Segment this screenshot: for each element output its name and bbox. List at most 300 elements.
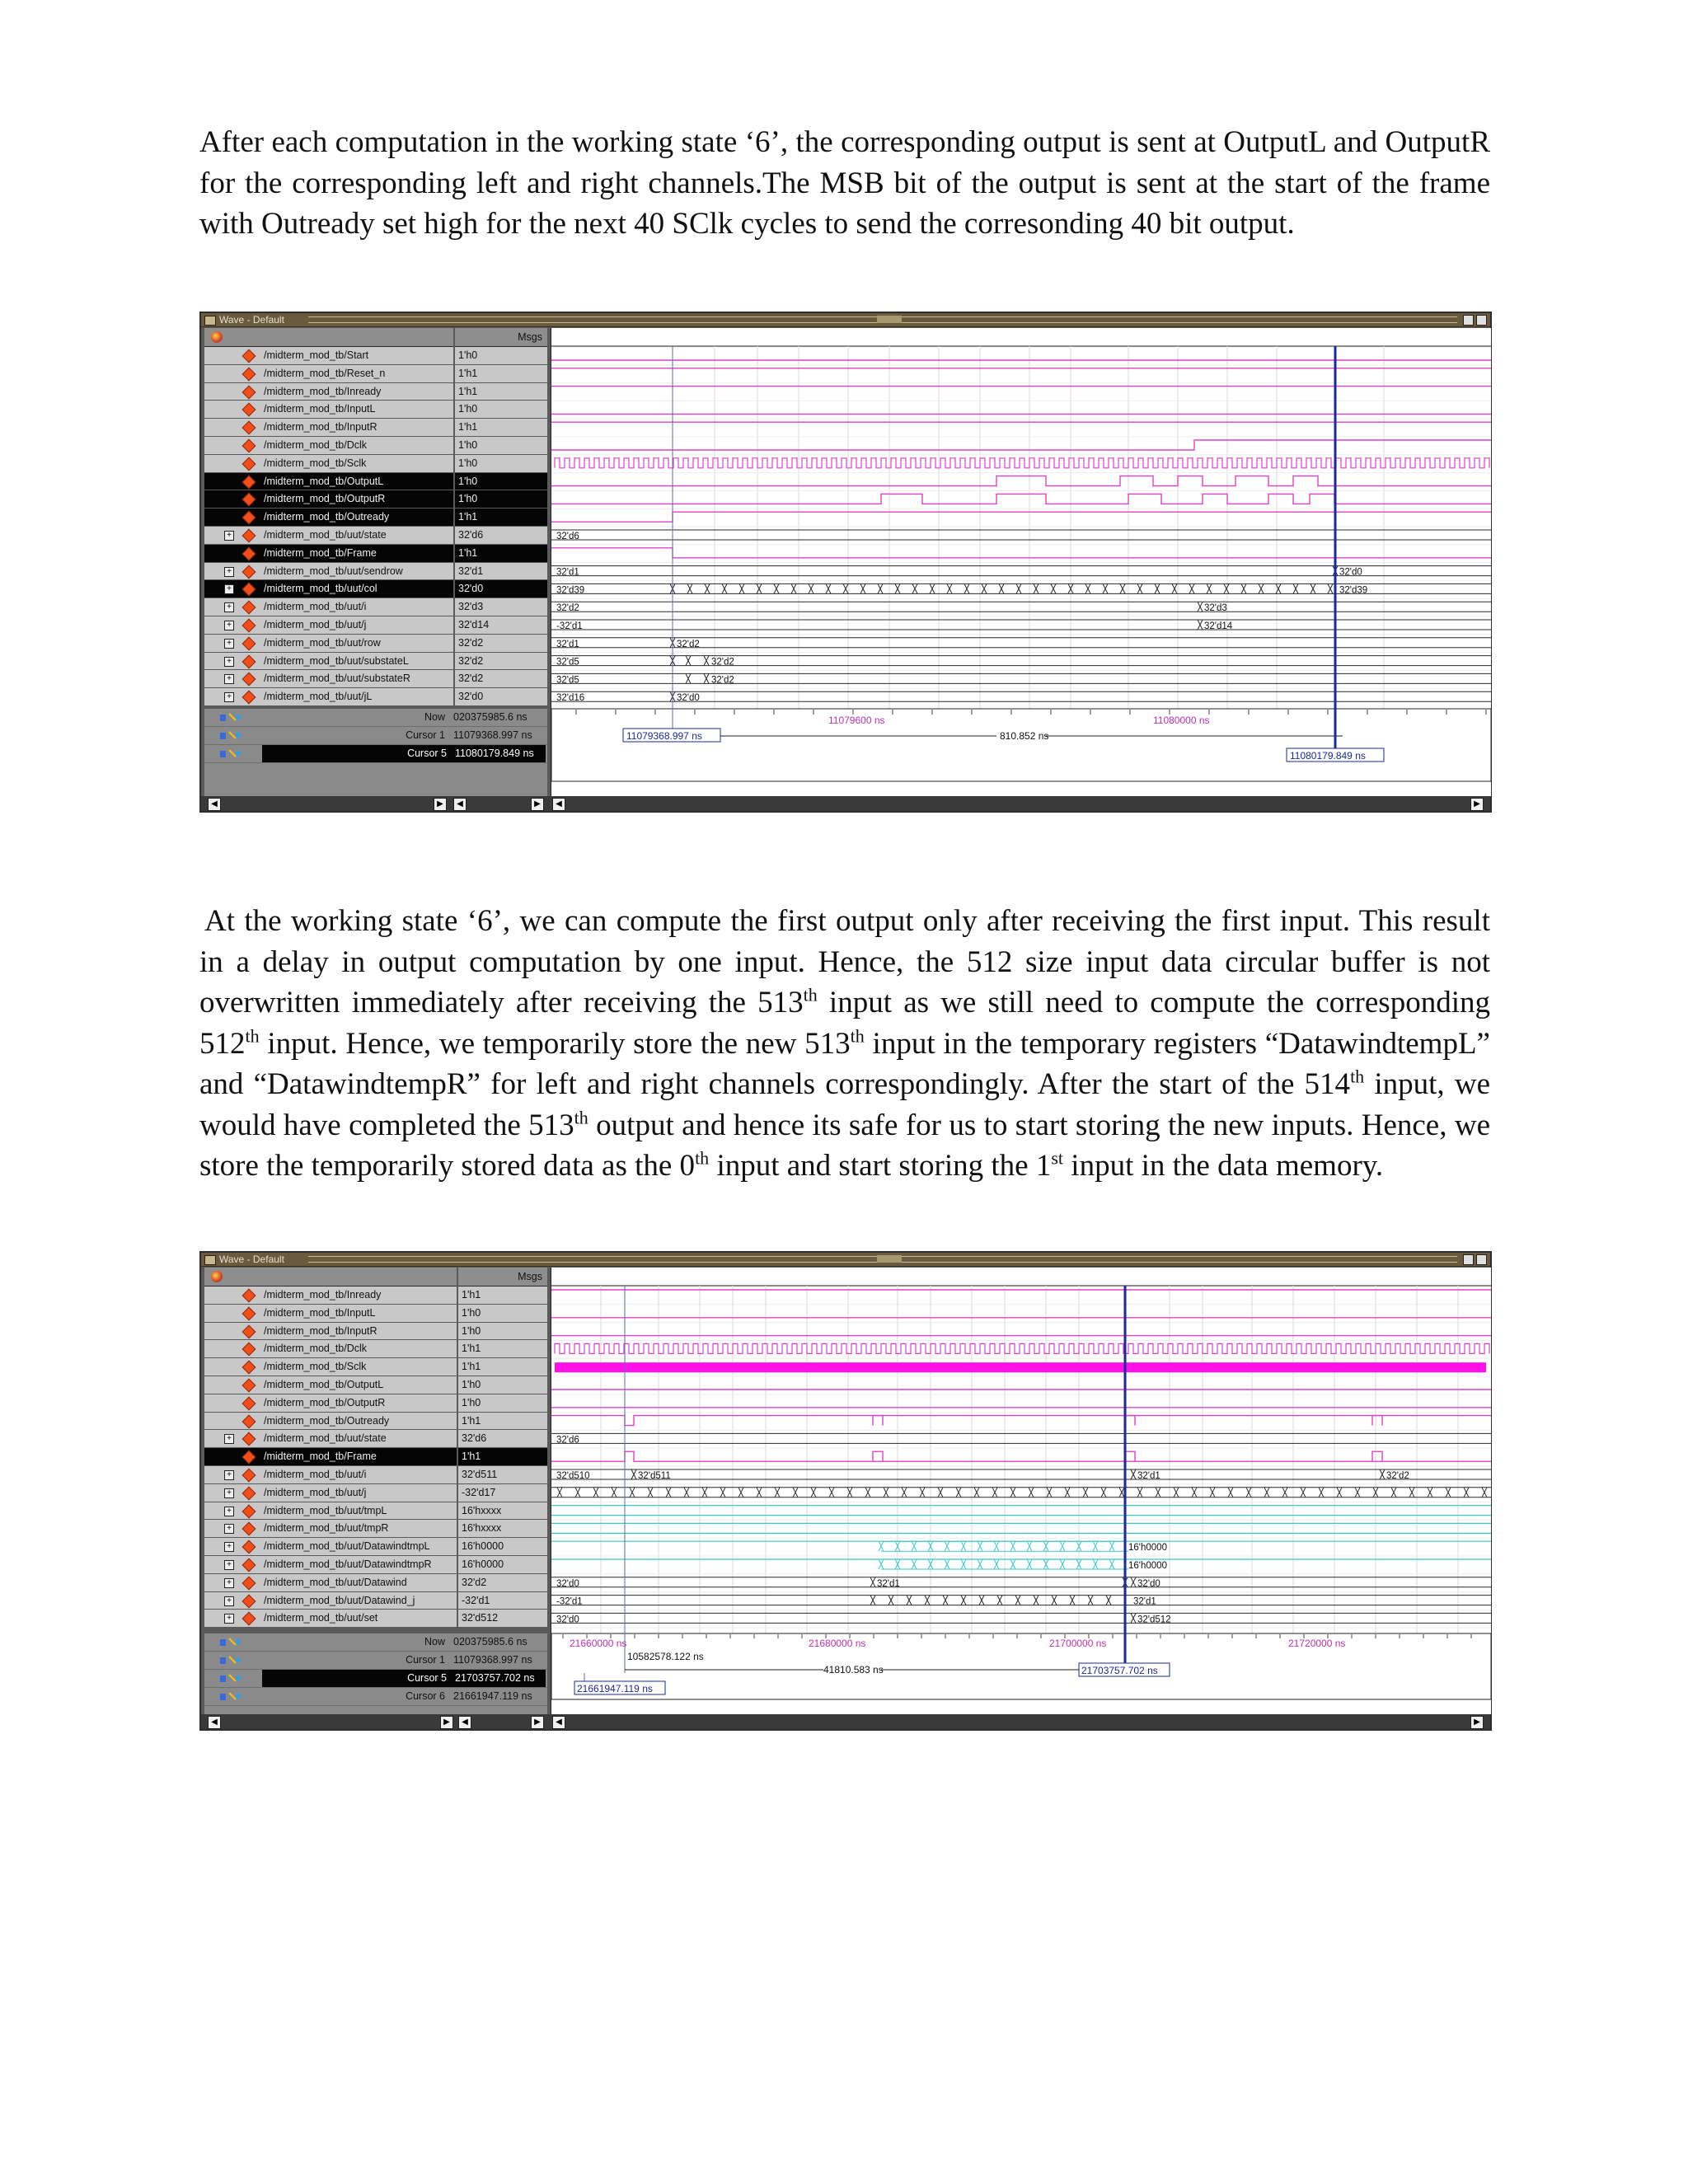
signal-name: /midterm_mod_tb/OutputR bbox=[264, 1396, 386, 1408]
cursor-value: 11079368.997 ns bbox=[453, 729, 532, 741]
signal-name: /midterm_mod_tb/Inready bbox=[264, 1289, 382, 1301]
close-button[interactable] bbox=[1476, 1254, 1487, 1265]
signal-row[interactable] bbox=[204, 1305, 457, 1323]
signal-name: /midterm_mod_tb/uut/j bbox=[264, 618, 367, 630]
expand-icon[interactable]: + bbox=[224, 1542, 234, 1552]
cursor-value: 020375985.6 ns bbox=[453, 711, 528, 723]
cursor-row[interactable] bbox=[204, 745, 547, 763]
signal-row[interactable] bbox=[204, 545, 453, 563]
scroll-right-icon[interactable]: ▶ bbox=[434, 798, 447, 811]
signal-value: 32'd14 bbox=[455, 616, 547, 635]
bus-value-label: 32'd16 bbox=[556, 693, 585, 704]
cursor-label: Cursor 1 bbox=[406, 1654, 445, 1666]
clock-icon[interactable] bbox=[219, 1637, 241, 1647]
signal-row[interactable] bbox=[204, 419, 453, 437]
bus-value-label: 32'd1 bbox=[556, 567, 579, 578]
bus-value-label: 32'd0 bbox=[556, 1615, 579, 1625]
signal-value: 16'hxxxx bbox=[458, 1520, 547, 1538]
signal-row[interactable] bbox=[204, 1394, 457, 1413]
cursor-label: Cursor 5 bbox=[262, 745, 452, 762]
cursor-delta-label: 810.852 ns bbox=[1000, 730, 1049, 742]
cursor-lock-icon[interactable] bbox=[219, 1673, 241, 1683]
bus-value-label: 32'd5 bbox=[556, 675, 579, 686]
signal-row[interactable] bbox=[204, 635, 453, 653]
signal-name: /midterm_mod_tb/Frame bbox=[264, 546, 377, 559]
signal-value: 32'd2 bbox=[455, 653, 547, 671]
signal-name: /midterm_mod_tb/uut/DatawindtmpR bbox=[264, 1558, 432, 1570]
signal-name: /midterm_mod_tb/OutputL bbox=[264, 1378, 384, 1390]
cursor-label: Cursor 6 bbox=[406, 1690, 445, 1702]
cursor5-time-label[interactable]: 11080179.849 ns bbox=[1290, 750, 1366, 762]
signal-row[interactable] bbox=[204, 1538, 457, 1556]
signal-values-pane bbox=[455, 328, 547, 706]
signal-value: 32'd2 bbox=[458, 1574, 547, 1592]
signal-name: /midterm_mod_tb/InputR bbox=[264, 421, 377, 434]
signal-diamond-icon bbox=[242, 367, 256, 381]
cursor-value: 020375985.6 ns bbox=[453, 1636, 528, 1647]
signal-diamond-icon bbox=[242, 1306, 256, 1320]
time-tick: 21700000 ns bbox=[1049, 1638, 1107, 1649]
signal-row[interactable] bbox=[204, 365, 453, 383]
signal-row[interactable] bbox=[204, 1413, 457, 1431]
signal-name: /midterm_mod_tb/Dclk bbox=[264, 438, 368, 451]
bus-value-label: 32'd1 bbox=[1133, 1596, 1156, 1607]
signal-name: /midterm_mod_tb/Reset_n bbox=[264, 367, 386, 379]
signal-value: -32'd1 bbox=[458, 1592, 547, 1610]
bus-value-label: 32'd0 bbox=[677, 693, 700, 704]
signal-row[interactable] bbox=[204, 1574, 457, 1592]
bus-value-label: -32'd1 bbox=[556, 1596, 583, 1607]
close-button[interactable] bbox=[1476, 315, 1487, 326]
signal-diamond-icon bbox=[242, 1558, 256, 1572]
cursor-value: 21661947.119 ns bbox=[453, 1690, 532, 1702]
signal-diamond-icon bbox=[242, 421, 256, 435]
signal-value: 1'h1 bbox=[458, 1286, 547, 1305]
signal-name: /midterm_mod_tb/uut/substateR bbox=[264, 673, 410, 685]
signal-value: 1'h1 bbox=[455, 383, 547, 401]
signal-name: /midterm_mod_tb/InputL bbox=[264, 403, 376, 415]
bus-value-label: 32'd1 bbox=[556, 639, 579, 649]
signal-value: 1'h0 bbox=[455, 473, 547, 491]
signal-name: /midterm_mod_tb/OutputL bbox=[264, 475, 384, 487]
bus-value-label: 32'd2 bbox=[556, 603, 579, 614]
waveform-plot[interactable] bbox=[551, 1268, 1491, 1714]
wave-titlebar[interactable] bbox=[201, 1253, 1490, 1267]
cursor1-delta-label: 10582578.122 ns bbox=[627, 1651, 704, 1662]
signal-diamond-icon bbox=[242, 1504, 256, 1518]
time-tick: 11079600 ns bbox=[828, 715, 885, 726]
msgs-header: Msgs bbox=[518, 331, 542, 343]
bus-value-label: 32'd2 bbox=[677, 639, 700, 649]
signal-diamond-icon bbox=[242, 438, 256, 452]
signal-value: 1'h0 bbox=[458, 1394, 547, 1413]
expand-icon[interactable]: + bbox=[224, 1614, 234, 1624]
signal-diamond-icon bbox=[242, 1324, 256, 1338]
time-tick: 21660000 ns bbox=[570, 1638, 627, 1649]
signal-name: /midterm_mod_tb/uut/j bbox=[264, 1486, 367, 1498]
bus-value-label: 32'd2 bbox=[711, 675, 734, 686]
signal-value: 1'h1 bbox=[458, 1358, 547, 1376]
signal-value: 1'h0 bbox=[455, 347, 547, 365]
signal-value: 32'd511 bbox=[458, 1466, 547, 1484]
signal-value: 1'h1 bbox=[455, 365, 547, 383]
cursor-row[interactable] bbox=[204, 727, 547, 745]
paragraph-intro: After each computation in the working state ‘6’, the corresponding output is sent at OutputL and OutputR for the corresponding left and right channels.The MSB bit of the output is sent at the start of the frame with Outready set high for the next 40 SClk cycles to send the corresonding 40 bit output. bbox=[199, 125, 1490, 241]
bus-value-label: 32'd39 bbox=[556, 585, 585, 596]
scroll-left-icon[interactable]: ◀ bbox=[458, 1716, 471, 1729]
signal-name: /midterm_mod_tb/Outready bbox=[264, 1414, 390, 1427]
signal-row[interactable] bbox=[204, 653, 453, 671]
signal-value: 1'h1 bbox=[455, 545, 547, 563]
expand-icon[interactable]: + bbox=[224, 1488, 234, 1498]
signal-name: /midterm_mod_tb/Start bbox=[264, 349, 369, 361]
signal-trace bbox=[551, 512, 1491, 522]
signal-value: 32'd6 bbox=[455, 527, 547, 545]
waveform-svg bbox=[551, 328, 1491, 796]
expand-icon[interactable]: + bbox=[224, 692, 234, 702]
cursor-delta-label: 41810.583 ns bbox=[823, 1664, 884, 1675]
signal-row[interactable] bbox=[204, 1610, 457, 1628]
bus-value-label: 32'd1 bbox=[877, 1578, 900, 1589]
signal-name: /midterm_mod_tb/uut/tmpR bbox=[264, 1522, 389, 1535]
signal-value: 1'h0 bbox=[458, 1323, 547, 1341]
cursor-row[interactable] bbox=[204, 1670, 547, 1688]
signal-name: /midterm_mod_tb/uut/state bbox=[264, 1432, 387, 1445]
drag-grip-icon[interactable] bbox=[877, 1255, 902, 1263]
signal-diamond-icon bbox=[242, 1432, 256, 1446]
cursor-row[interactable] bbox=[204, 1652, 547, 1670]
scroll-right-icon[interactable]: ▶ bbox=[440, 1716, 453, 1729]
signal-name: /midterm_mod_tb/uut/substateL bbox=[264, 654, 409, 667]
expand-icon[interactable]: + bbox=[224, 531, 234, 541]
bus-value-label: 32'd0 bbox=[1339, 567, 1362, 578]
wave-window-2[interactable] bbox=[199, 1251, 1492, 1731]
signal-value: 16'h0000 bbox=[458, 1538, 547, 1556]
cursor-lock-icon[interactable] bbox=[219, 730, 241, 740]
cursor-lock-icon[interactable] bbox=[219, 748, 241, 758]
bus-value-label: 32'd2 bbox=[1386, 1471, 1409, 1481]
bus-value-label: 16'h0000 bbox=[1128, 1543, 1167, 1554]
signal-value: 1'h1 bbox=[455, 419, 547, 437]
signal-diamond-icon bbox=[242, 1540, 256, 1554]
window-icon bbox=[204, 316, 216, 326]
signal-name: /midterm_mod_tb/uut/i bbox=[264, 601, 367, 613]
signal-trace bbox=[551, 1451, 1491, 1461]
horizontal-scrollbar[interactable] bbox=[201, 1714, 1490, 1729]
signal-name: /midterm_mod_tb/OutputR bbox=[264, 493, 386, 505]
signal-row[interactable] bbox=[204, 473, 453, 491]
expand-icon[interactable]: + bbox=[224, 1470, 234, 1480]
signal-value: 32'd512 bbox=[458, 1610, 547, 1628]
signal-diamond-icon bbox=[242, 1396, 256, 1410]
signal-value: 32'd0 bbox=[455, 688, 547, 706]
scroll-right-icon[interactable]: ▶ bbox=[531, 1716, 544, 1729]
signal-row[interactable] bbox=[204, 1286, 457, 1305]
signal-value: 1'h0 bbox=[455, 437, 547, 455]
scroll-right-icon[interactable]: ▶ bbox=[531, 798, 544, 811]
signal-trace bbox=[551, 548, 1491, 558]
scroll-left-icon[interactable]: ◀ bbox=[453, 798, 467, 811]
signal-diamond-icon bbox=[242, 349, 256, 363]
bus-value-label: 32'd2 bbox=[711, 657, 734, 668]
palette-icon[interactable] bbox=[211, 1271, 223, 1282]
signal-row[interactable] bbox=[204, 1358, 457, 1376]
signal-row[interactable] bbox=[204, 1376, 457, 1394]
bus-value-label: 32'd5 bbox=[556, 657, 579, 668]
signal-names-pane bbox=[204, 328, 453, 706]
signal-row[interactable] bbox=[204, 670, 453, 688]
signal-row[interactable] bbox=[204, 347, 453, 365]
signal-row[interactable] bbox=[204, 455, 453, 473]
signal-name: /midterm_mod_tb/uut/i bbox=[264, 1468, 367, 1480]
signal-value: 32'd3 bbox=[455, 598, 547, 616]
cursor-panel bbox=[204, 1633, 547, 1716]
signal-names-pane bbox=[204, 1268, 457, 1628]
signal-row[interactable] bbox=[204, 1502, 457, 1521]
signal-value: 32'd0 bbox=[455, 580, 547, 598]
signal-name: /midterm_mod_tb/Outready bbox=[264, 511, 390, 523]
cursor6-time-label[interactable]: 21661947.119 ns bbox=[577, 1683, 653, 1694]
wave-title: Wave - Default bbox=[219, 314, 284, 326]
signal-name: /midterm_mod_tb/uut/Datawind_j bbox=[264, 1594, 415, 1606]
expand-icon[interactable]: + bbox=[224, 602, 234, 612]
cursor-row[interactable] bbox=[204, 1688, 547, 1706]
signal-diamond-icon bbox=[242, 654, 256, 668]
cursor-lock-icon[interactable] bbox=[219, 1691, 241, 1701]
signal-value: 1'h1 bbox=[458, 1340, 547, 1358]
cursor-lock-icon[interactable] bbox=[219, 1655, 241, 1665]
scroll-left-icon[interactable]: ◀ bbox=[208, 798, 221, 811]
cursor-label: Cursor 1 bbox=[406, 729, 445, 741]
signal-diamond-icon bbox=[242, 565, 256, 579]
signal-row[interactable] bbox=[204, 527, 453, 545]
bus-value-label: 32'd512 bbox=[1137, 1615, 1171, 1625]
signal-row[interactable] bbox=[204, 1430, 457, 1448]
signal-row[interactable] bbox=[204, 437, 453, 455]
signal-row[interactable] bbox=[204, 1448, 457, 1466]
signal-diamond-icon bbox=[242, 1289, 256, 1303]
signal-trace bbox=[551, 494, 1491, 504]
signal-name: /midterm_mod_tb/Sclk bbox=[264, 457, 367, 469]
cursor-value: 11079368.997 ns bbox=[453, 1654, 532, 1666]
signal-row[interactable] bbox=[204, 1556, 457, 1574]
expand-icon[interactable]: + bbox=[224, 1434, 234, 1444]
signal-row[interactable] bbox=[204, 598, 453, 616]
cursor-value: 11080179.849 ns bbox=[452, 745, 546, 762]
horizontal-scrollbar[interactable] bbox=[201, 796, 1490, 811]
signal-diamond-icon bbox=[242, 1343, 256, 1357]
cursor-panel bbox=[204, 709, 547, 798]
signal-diamond-icon bbox=[242, 546, 256, 560]
signal-row[interactable] bbox=[204, 580, 453, 598]
signal-diamond-icon bbox=[242, 511, 256, 525]
signal-name: /midterm_mod_tb/Inready bbox=[264, 385, 382, 397]
signal-row[interactable] bbox=[204, 688, 453, 706]
clock-icon[interactable] bbox=[219, 712, 241, 722]
expand-icon[interactable]: + bbox=[224, 639, 234, 649]
signal-value: 32'd6 bbox=[458, 1430, 547, 1448]
expand-icon[interactable]: + bbox=[224, 1524, 234, 1534]
expand-icon[interactable]: + bbox=[224, 567, 234, 577]
cursor-row[interactable] bbox=[204, 709, 547, 727]
signal-row[interactable] bbox=[204, 1466, 457, 1484]
signal-value: 1'h0 bbox=[458, 1376, 547, 1394]
signal-row[interactable] bbox=[204, 1592, 457, 1610]
signal-diamond-icon bbox=[242, 583, 256, 597]
signal-diamond-icon bbox=[242, 1378, 256, 1392]
signal-value: 1'h0 bbox=[455, 490, 547, 509]
expand-icon[interactable]: + bbox=[224, 1507, 234, 1516]
signal-values-pane bbox=[458, 1268, 547, 1628]
signal-name: /midterm_mod_tb/uut/sendrow bbox=[264, 565, 403, 577]
signal-trace bbox=[551, 476, 1491, 486]
signal-diamond-icon bbox=[242, 1612, 256, 1626]
bus-value-label: 32'd0 bbox=[1137, 1578, 1160, 1589]
sclk-trace bbox=[555, 458, 1489, 468]
signal-diamond-icon bbox=[242, 618, 256, 632]
signal-value: 1'h0 bbox=[458, 1305, 547, 1323]
signal-name: /midterm_mod_tb/uut/DatawindtmpL bbox=[264, 1540, 430, 1553]
bus-value-label: 16'h0000 bbox=[1128, 1561, 1167, 1571]
signal-diamond-icon bbox=[242, 691, 256, 705]
signal-name: /midterm_mod_tb/InputL bbox=[264, 1306, 376, 1319]
cursor-value: 21703757.702 ns bbox=[452, 1670, 546, 1687]
signal-row[interactable] bbox=[204, 401, 453, 419]
scroll-right-icon[interactable]: ▶ bbox=[1470, 1716, 1484, 1729]
signal-name: /midterm_mod_tb/Dclk bbox=[264, 1343, 368, 1355]
dock-button[interactable] bbox=[1463, 315, 1474, 326]
signal-diamond-icon bbox=[242, 528, 256, 542]
bus-value-label: 32'd510 bbox=[556, 1471, 590, 1481]
signal-value: -32'd17 bbox=[458, 1484, 547, 1502]
expand-icon[interactable]: + bbox=[224, 674, 234, 684]
bus-value-label: 32'd511 bbox=[638, 1471, 671, 1481]
scroll-right-icon[interactable]: ▶ bbox=[1470, 798, 1484, 811]
signal-row[interactable] bbox=[204, 616, 453, 635]
signal-name: /midterm_mod_tb/InputR bbox=[264, 1324, 377, 1337]
signal-name: /midterm_mod_tb/uut/row bbox=[264, 636, 381, 649]
signal-value: 32'd2 bbox=[455, 635, 547, 653]
signal-diamond-icon bbox=[242, 385, 256, 399]
signal-diamond-icon bbox=[242, 1522, 256, 1536]
waveform-plot[interactable] bbox=[551, 328, 1491, 796]
expand-icon[interactable]: + bbox=[224, 1560, 234, 1570]
signal-row[interactable] bbox=[204, 1340, 457, 1358]
dclk-trace bbox=[555, 1343, 1489, 1353]
scroll-left-icon[interactable]: ◀ bbox=[208, 1716, 221, 1729]
time-tick: 11080000 ns bbox=[1153, 715, 1210, 726]
signal-value: 1'h1 bbox=[455, 509, 547, 527]
bus-value-label: 32'd39 bbox=[1339, 585, 1368, 596]
signal-diamond-icon bbox=[242, 475, 256, 489]
signal-row[interactable] bbox=[204, 563, 453, 581]
signal-diamond-icon bbox=[242, 601, 256, 615]
signal-name: /midterm_mod_tb/uut/col bbox=[264, 583, 377, 595]
signal-value: 16'hxxxx bbox=[458, 1502, 547, 1521]
sclk-trace bbox=[555, 1362, 1486, 1372]
signal-name: /midterm_mod_tb/uut/state bbox=[264, 528, 387, 541]
signal-name: /midterm_mod_tb/uut/tmpL bbox=[264, 1504, 387, 1516]
bus-value-label: 32'd14 bbox=[1204, 621, 1233, 631]
signal-value: 16'h0000 bbox=[458, 1556, 547, 1574]
palette-icon[interactable] bbox=[211, 331, 223, 343]
signal-value: 32'd1 bbox=[455, 563, 547, 581]
wave-window-1[interactable] bbox=[199, 312, 1492, 813]
cursor1-time-label[interactable]: 11079368.997 ns bbox=[626, 730, 702, 742]
bus-value-label: -32'd1 bbox=[556, 621, 583, 631]
wave-title: Wave - Default bbox=[219, 1254, 284, 1265]
signal-diamond-icon bbox=[242, 403, 256, 417]
window-icon bbox=[204, 1255, 216, 1265]
expand-icon[interactable]: + bbox=[224, 584, 234, 594]
scroll-left-icon[interactable]: ◀ bbox=[552, 798, 565, 811]
signal-row[interactable] bbox=[204, 1484, 457, 1502]
bus-value-label: 32'd1 bbox=[1137, 1471, 1160, 1481]
expand-icon[interactable]: + bbox=[224, 1596, 234, 1606]
signal-diamond-icon bbox=[242, 1576, 256, 1590]
signal-value: 1'h1 bbox=[458, 1448, 547, 1466]
bus-value-label: 32'd3 bbox=[1204, 603, 1227, 614]
paragraph-delay: At the working state ‘6’, we can compute the first output only after receiving the first input. This result in a delay in output computation by one input. Hence, the 512 size input data circular buffer is not overwritten immediately after receiving the 513th input as we still need to compute the corresponding 512th input. Hence, we temporarily store the new 513th input in the temporary registers “DatawindtempL” and “DatawindtempR” for left and right channels correspondingly. After the start of the 514th input, we would have completed the 513th output and hence its safe for us to start storing the new inputs. Hence, we store the temporarily stored data as the 0th input and start storing the 1st input in the data memory. bbox=[199, 904, 1491, 1183]
bus-value-label: 32'd0 bbox=[556, 1578, 579, 1589]
expand-icon[interactable]: + bbox=[224, 621, 234, 630]
signal-row[interactable] bbox=[204, 1520, 457, 1538]
drag-grip-icon[interactable] bbox=[877, 316, 902, 323]
signal-diamond-icon bbox=[242, 1451, 256, 1465]
scroll-left-icon[interactable]: ◀ bbox=[552, 1716, 565, 1729]
time-tick: 21720000 ns bbox=[1288, 1638, 1346, 1649]
expand-icon[interactable]: + bbox=[224, 657, 234, 667]
signal-value: 1'h1 bbox=[458, 1413, 547, 1431]
signal-diamond-icon bbox=[242, 636, 256, 650]
signal-diamond-icon bbox=[242, 1486, 256, 1500]
signal-row[interactable] bbox=[204, 490, 453, 509]
signal-diamond-icon bbox=[242, 1361, 256, 1375]
signal-trace bbox=[551, 1416, 1491, 1426]
expand-icon[interactable]: + bbox=[224, 1578, 234, 1588]
signal-diamond-icon bbox=[242, 1414, 256, 1428]
cursor-label: Cursor 5 bbox=[262, 1670, 452, 1687]
signal-diamond-icon bbox=[242, 1594, 256, 1608]
signal-diamond-icon bbox=[242, 493, 256, 507]
signal-row[interactable] bbox=[204, 1323, 457, 1341]
signal-row[interactable] bbox=[204, 383, 453, 401]
cursor-label: Now bbox=[424, 1636, 445, 1647]
signal-name: /midterm_mod_tb/uut/jL bbox=[264, 691, 373, 703]
signal-diamond-icon bbox=[242, 1468, 256, 1482]
signal-trace bbox=[551, 440, 1491, 450]
signal-name: /midterm_mod_tb/Sclk bbox=[264, 1361, 367, 1373]
signal-value: 1'h0 bbox=[455, 401, 547, 419]
cursor5-time-label[interactable]: 21703757.702 ns bbox=[1081, 1665, 1158, 1676]
signal-value: 1'h0 bbox=[455, 455, 547, 473]
cursor-label: Now bbox=[424, 711, 445, 723]
waveform-svg bbox=[551, 1268, 1491, 1714]
signal-name: /midterm_mod_tb/Frame bbox=[264, 1451, 377, 1463]
wave-titlebar[interactable] bbox=[201, 313, 1490, 327]
signal-row[interactable] bbox=[204, 509, 453, 527]
signal-name: /midterm_mod_tb/uut/Datawind bbox=[264, 1576, 407, 1588]
bus-value-label: 32'd6 bbox=[556, 532, 579, 541]
cursor-row[interactable] bbox=[204, 1633, 547, 1652]
bus-value-label: 32'd6 bbox=[556, 1435, 579, 1446]
dock-button[interactable] bbox=[1463, 1254, 1474, 1265]
time-tick: 21680000 ns bbox=[809, 1638, 866, 1649]
signal-diamond-icon bbox=[242, 673, 256, 687]
signal-value: 32'd2 bbox=[455, 670, 547, 688]
signal-name: /midterm_mod_tb/uut/set bbox=[264, 1612, 378, 1624]
msgs-header: Msgs bbox=[518, 1271, 542, 1282]
